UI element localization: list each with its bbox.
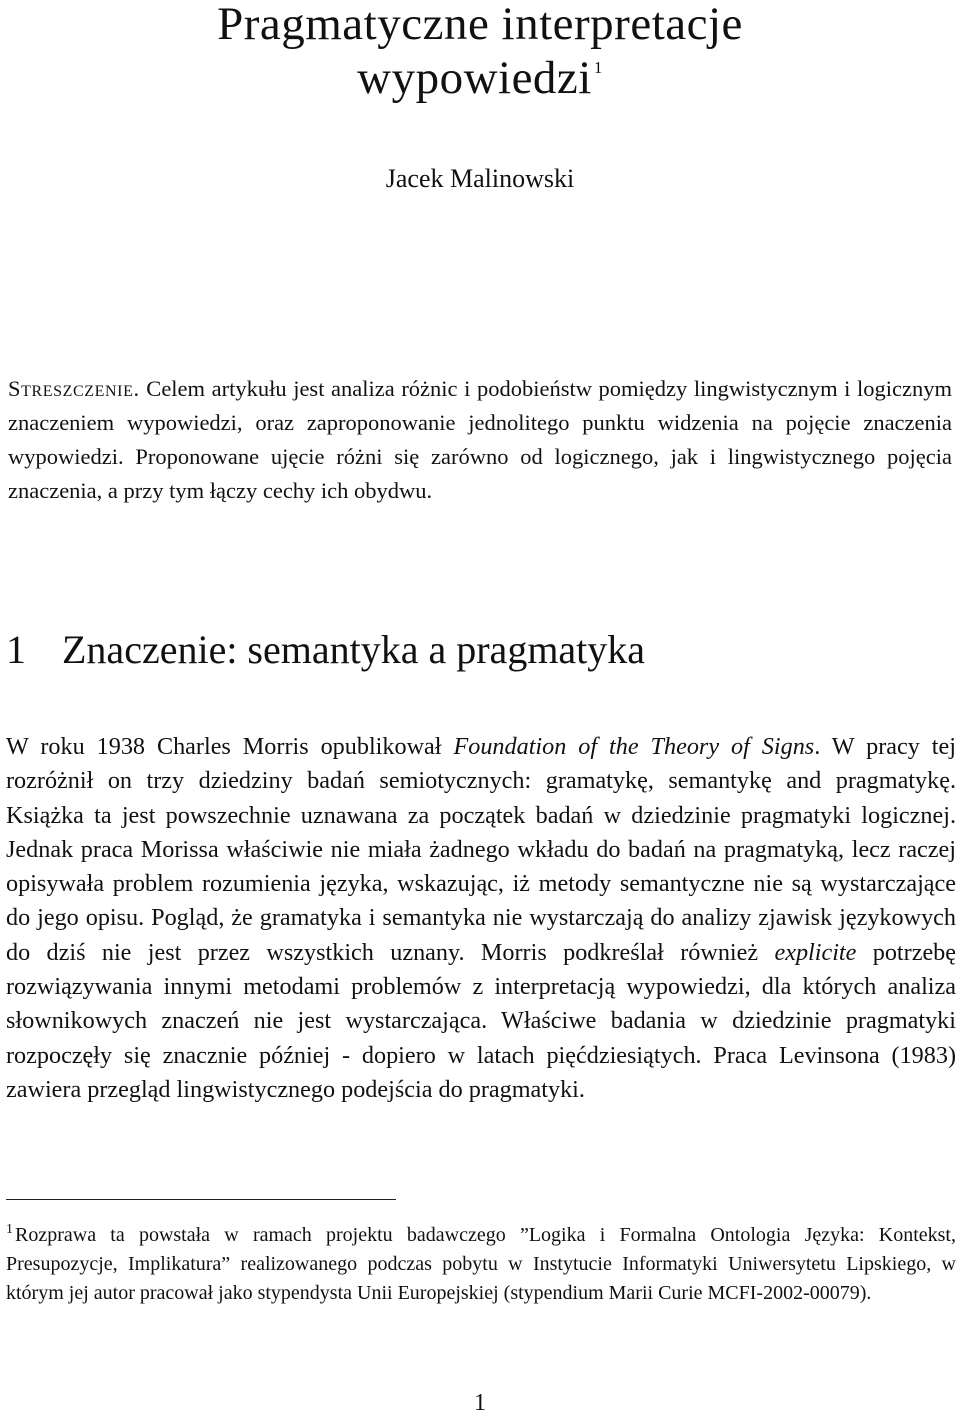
abstract — [8, 372, 952, 508]
title-line-2: wypowiedzi — [357, 52, 592, 104]
body-paragraph — [6, 730, 956, 1107]
explicite-term: explicite — [774, 938, 857, 966]
abstract-lead: Streszczenie. — [8, 376, 140, 401]
footnote — [6, 1215, 956, 1308]
footnote-mark: 1 — [6, 1222, 13, 1237]
title-line-1: Pragmatyczne interpretacje — [217, 0, 743, 50]
section-number: 1 — [6, 627, 26, 672]
body-text-part-a: W roku 1938 Charles Morris opublikował — [6, 733, 454, 760]
title-footnote-mark[interactable]: 1 — [593, 58, 603, 77]
footnote-text: Rozprawa ta powstała w ramach projektu badawczego ”Logika i Formalna Ontologia Języka: Kontekst, Presupozycje, Implikatura” realizowanego podczas pobytu w Instytucie Informatyki Uniwersytetu Lipskiego, w którym jej autor pracował jako stypendysta Unii Europejskiej (stypendium Marii Curie MCFI-2002-00079). — [6, 1224, 956, 1304]
section-title: Znaczenie: semantyka a pragmatyka — [62, 627, 646, 672]
book-title: Foundation of the Theory of Signs — [453, 733, 815, 760]
footnote-divider — [6, 1199, 396, 1200]
author-name: Jacek Malinowski — [385, 164, 575, 193]
body-text-part-b: . W pracy tej rozróżnił on trzy dziedziny badań semiotycznych: gramatykę, semantykę and pragmatykę. Książka ta jest powszechnie uznawana za początek badań w dziedzinie pragmatyki logicznej. Jednak praca Morissa właściwie nie miała żadnego wkładu do badań na pragmatyką, lecz raczej opisywała problem rozumienia języka, wskazując, iż metody semantyczne nie są wystarczające do jego opisu. Pogląd, że gramatyka i semantyka nie wystarczają do analizy zjawisk językowych do dziś nie jest przez wszystkich uznany. Morris podkreślał również — [6, 733, 956, 966]
body-text-part-c: potrzebę rozwiązywania innymi metodami problemów z interpretacją wypowiedzi, dla których analiza słownikowych znaczeń nie jest wystarczająca. Właściwe badania w dziedzinie pragmatyki rozpoczęły się znacznie później - dopiero w latach pięćdziesiątych. Praca Levinsona (1983) zawiera przegląd lingwistycznego podejścia do pragmatyki. — [6, 938, 957, 1103]
abstract-text: Celem artykułu jest analiza różnic i podobieństw pomiędzy lingwistycznym i logicznym znaczeniem wypowiedzi, oraz zaproponowanie jednolitego punktu widzenia na pojęcie znaczenia wypowiedzi. Proponowane ujęcie różni się zarówno od logicznego, jak i lingwistycznego pojęcia znaczenia, a przy tym łączy cechy ich obydwu. — [8, 376, 952, 503]
page-number: 1 — [474, 1390, 486, 1416]
paper-title — [0, 0, 960, 104]
section-heading — [6, 626, 645, 673]
